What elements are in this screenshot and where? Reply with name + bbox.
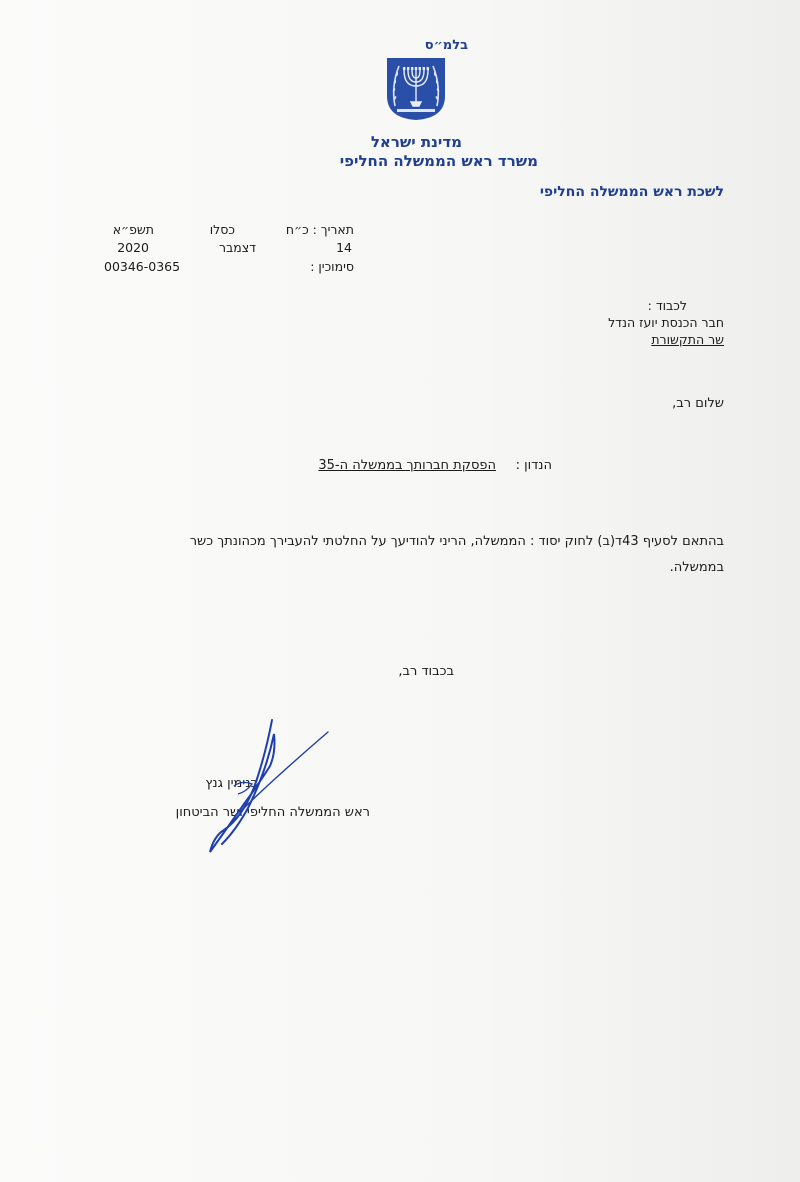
gregorian-year: 2020	[117, 240, 149, 255]
greeting: שלום רב,	[672, 396, 724, 411]
country-name: מדינת ישראל	[370, 133, 462, 151]
reference-label: סימוכין :	[310, 259, 354, 274]
subject-label: הנדון :	[515, 458, 552, 473]
date-label: תאריך : כ״ח	[285, 222, 354, 237]
signature-scribble	[200, 712, 340, 862]
recipient-name: חבר הכנסת יועז הנדל	[608, 315, 724, 330]
subject-text: הפסקת חברותך בממשלה ה-35	[318, 458, 496, 473]
gregorian-day: 14	[336, 240, 352, 255]
reference-number: 00346-0365	[104, 259, 181, 274]
paragraph-line-1: בהתאם לסעיף 43ד(ב) לחוק יסוד : הממשלה, הריני להודיעך על החלטתי להעבירך מכהונתך כשר	[189, 534, 724, 549]
bureau-name: לשכת ראש הממשלה החליפי	[539, 184, 724, 200]
gregorian-month: דצמבר	[218, 240, 256, 255]
hebrew-month: כסלו	[209, 222, 235, 237]
paragraph-line-2: בממשלה.	[669, 560, 724, 575]
state-emblem-icon	[383, 56, 449, 122]
recipient-title: שר התקשורת	[651, 332, 724, 347]
hebrew-year: תשפ״א	[112, 222, 154, 237]
classification-label: בלמ״ס	[424, 38, 468, 53]
closing: בכבוד רב,	[398, 664, 454, 679]
signatory-title: ראש הממשלה החליפי ושר הביטחון	[175, 805, 370, 820]
office-name: משרד ראש הממשלה החליפי	[339, 152, 538, 170]
recipient-to-label: לכבוד :	[647, 298, 687, 313]
signatory-name: בנימין גנץ	[205, 776, 258, 791]
